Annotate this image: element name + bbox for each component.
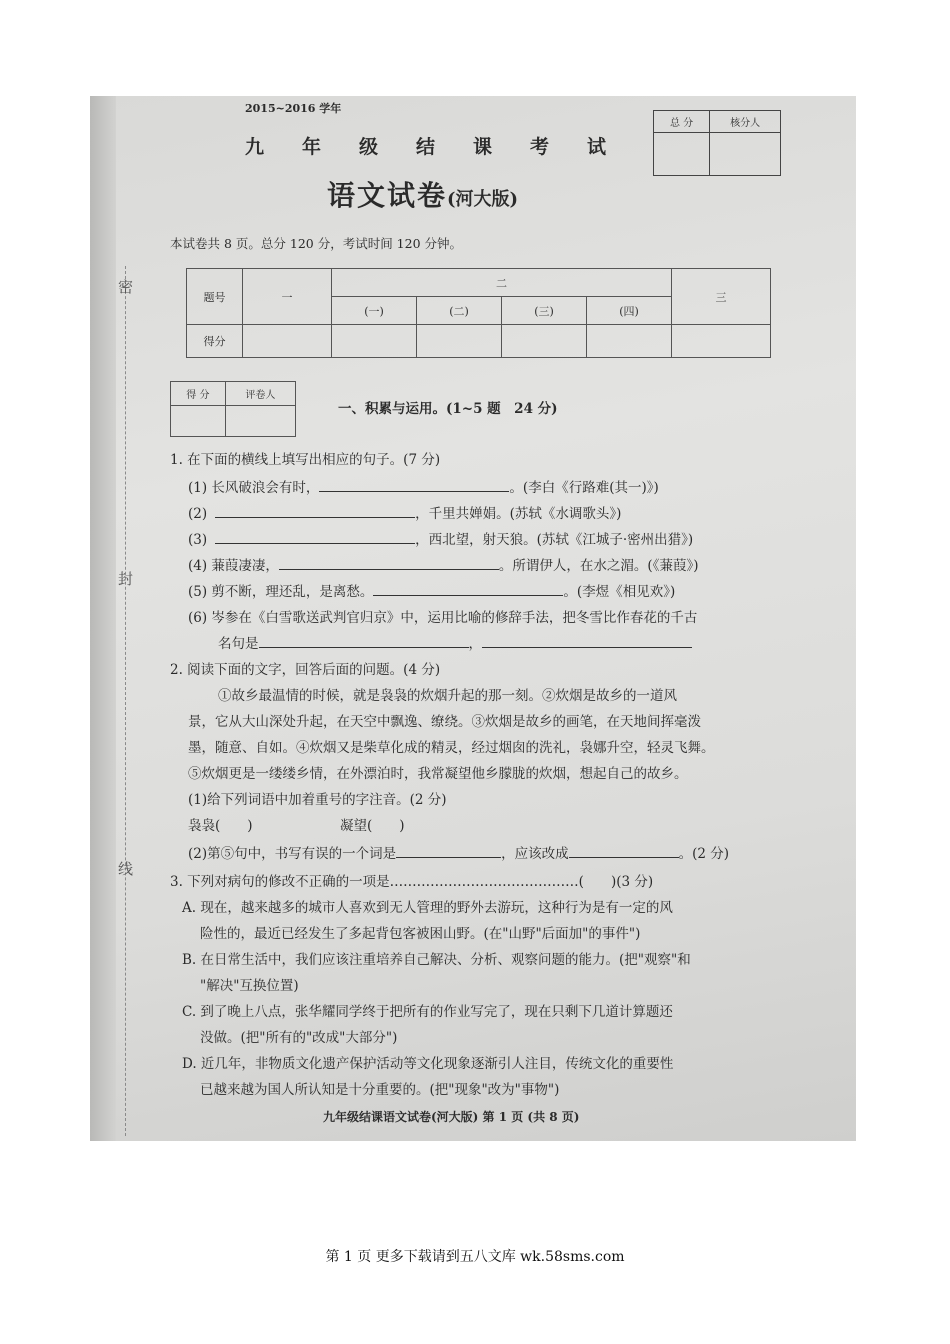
q3-option-c-2: 没做。(把"所有的"改成"大部分") <box>200 1030 398 1046</box>
q1-line-1-a: (1) 长风破浪会有时， <box>188 480 320 496</box>
q1-line-6: (6) 岑参在《白雪歌送武判官归京》中，运用比喻的修辞手法，把冬雪比作春花的千古 <box>188 610 698 626</box>
page-footer: 第 1 页 更多下载请到五八文库 wk.58sms.com <box>325 1249 625 1265</box>
q3-option-a-2: 险性的，最近已经发生了多起背包客被困山野。(在"山野"后面加"的事件") <box>200 926 641 942</box>
q1-line-6b-a: 名句是 <box>218 636 259 652</box>
q2-passage-4: ⑤炊烟更是一缕缕乡情，在外漂泊时，我常凝望他乡朦胧的炊烟，想起自己的故乡。 <box>188 766 688 782</box>
answer-blank <box>215 503 415 518</box>
grade-score-cell <box>587 325 672 358</box>
q3-stem: 3. 下列对病句的修改不正确的一项是……………………………………( )(3 分) <box>170 874 654 890</box>
grade-col-two: 二 <box>332 269 672 297</box>
q1-line-6b <box>218 632 692 652</box>
answer-blank <box>215 529 415 544</box>
grade-score-cell <box>417 325 502 358</box>
exam-page-footer: 九年级结课语文试卷(河大版) 第 1 页 (共 8 页) <box>323 1110 580 1124</box>
grade-subcol: (一) <box>332 297 417 325</box>
scorer-reviewer-cell <box>225 406 295 437</box>
grade-score-cell <box>502 325 587 358</box>
q3-option-c-1: C. 到了晚上八点，张华耀同学终于把所有的作业写完了，现在只剩下几道计算题还 <box>182 1004 673 1020</box>
answer-blank <box>279 555 499 570</box>
checker-cell <box>710 133 781 176</box>
binding-edge <box>90 96 116 1141</box>
scorer-reviewer-label: 评卷人 <box>225 382 295 406</box>
answer-blank <box>482 633 692 648</box>
q1-line-3-b: ，西北望，射天狼。(苏轼《江城子·密州出猎》) <box>415 532 694 548</box>
q1-line-4-a: (4) 蒹葭凄凄， <box>188 558 279 574</box>
paper-edition: (河大版) <box>447 189 519 210</box>
q2-passage-3: 墨，随意、自如。④炊烟又是柴草化成的精灵，经过烟囱的洗礼，袅娜升空，轻灵飞舞。 <box>188 740 715 756</box>
scanned-exam-photo <box>90 96 856 1141</box>
q2-passage-1: ①故乡最温情的时候，就是袅袅的炊烟升起的那一刻。②炊烟是故乡的一道风 <box>218 688 677 704</box>
school-year: 2015~2016 学年 <box>245 102 342 115</box>
answer-blank <box>396 843 501 858</box>
scorer-table <box>170 381 296 437</box>
grade-score-cell <box>332 325 417 358</box>
q2-sub-2 <box>188 842 729 862</box>
q1-line-6b-c: ， <box>468 636 482 652</box>
checker-label: 核分人 <box>710 111 781 133</box>
grade-subcol: (三) <box>502 297 587 325</box>
q1-line-2-a: (2) <box>188 506 208 522</box>
q2-passage-2: 景，它从大山深处升起，在天空中飘逸、缭绕。③炊烟是故乡的画笔，在天地间挥毫泼 <box>188 714 701 730</box>
q3-option-b-1: B. 在日常生活中，我们应该注重培养自己解决、分析、观察问题的能力。(把"观察"和 <box>182 952 691 968</box>
section-title: 一、积累与运用。(1~5 题 24 分) <box>338 401 558 417</box>
q2-sub-2-c: 。(2 分) <box>678 846 730 862</box>
q1-line-5-a: (5) 剪不断，理还乱，是离愁。 <box>188 584 374 600</box>
scorer-score-label: 得 分 <box>171 382 226 406</box>
grade-score-cell <box>243 325 332 358</box>
grade-score-label: 得分 <box>187 325 243 358</box>
grade-table <box>186 268 771 358</box>
q1-line-4-b: 。所谓伊人，在水之湄。(《蒹葭》) <box>498 558 699 574</box>
q2-word-1: 袅袅( ) <box>188 818 253 834</box>
q3-option-d-2: 已越来越为国人所认知是十分重要的。(把"现象"改为"事物") <box>200 1082 560 1098</box>
q2-sub-1: (1)给下列词语中加着重号的字注音。(2 分) <box>188 792 447 808</box>
seal-char-xian: 线 <box>118 860 134 878</box>
grade-score-cell <box>672 325 771 358</box>
total-score-label: 总 分 <box>654 111 710 133</box>
q1-line-2 <box>188 502 621 522</box>
answer-blank <box>569 843 679 858</box>
seal-char-mi: 密 <box>118 278 134 296</box>
paper-title-text: 语文试卷 <box>327 179 448 212</box>
grade-col-three: 三 <box>672 269 771 325</box>
total-score-box <box>653 110 781 176</box>
q1-line-2-b: ，千里共婵娟。(苏轼《水调歌头》) <box>415 506 622 522</box>
grade-subcol: (二) <box>417 297 502 325</box>
q3-option-b-2: "解决"互换位置) <box>200 978 299 994</box>
q1-line-5-b: 。(李煜《相见欢》) <box>563 584 676 600</box>
answer-blank <box>373 581 563 596</box>
answer-blank <box>319 477 509 492</box>
q2-word-2: 凝望( ) <box>340 818 405 834</box>
total-score-cell <box>654 133 710 176</box>
grade-col-one: 一 <box>243 269 332 325</box>
exam-title: 九年级结课考试 <box>245 136 645 158</box>
q1-line-5 <box>188 580 675 600</box>
answer-blank <box>259 633 469 648</box>
q1-line-1-b: 。(李白《行路难(其一)》) <box>509 480 659 496</box>
grade-row-label: 题号 <box>187 269 243 325</box>
grade-subcol: (四) <box>587 297 672 325</box>
q3-option-d-1: D. 近几年，非物质文化遗产保护活动等文化现象逐渐引人注目，传统文化的重要性 <box>182 1056 674 1072</box>
q1-line-1 <box>188 476 659 496</box>
seal-char-feng: 封 <box>118 570 134 588</box>
q2-sub-2-a: (2)第⑤句中，书写有误的一个词是 <box>188 846 397 862</box>
q1-stem: 1. 在下面的横线上填写出相应的句子。(7 分) <box>170 452 441 468</box>
seal-line <box>125 266 126 1136</box>
q1-line-3-a: (3) <box>188 532 208 548</box>
q1-line-4 <box>188 554 698 574</box>
q2-sub-2-b: ，应该改成 <box>501 846 569 862</box>
exam-description: 本试卷共 8 页。总分 120 分，考试时间 120 分钟。 <box>170 236 463 251</box>
q2-stem: 2. 阅读下面的文字，回答后面的问题。(4 分) <box>170 662 441 678</box>
q1-line-3 <box>188 528 693 548</box>
paper-title <box>327 174 518 214</box>
q3-option-a-1: A. 现在，越来越多的城市人喜欢到无人管理的野外去游玩，这种行为是有一定的风 <box>182 900 673 916</box>
scorer-score-cell <box>171 406 226 437</box>
